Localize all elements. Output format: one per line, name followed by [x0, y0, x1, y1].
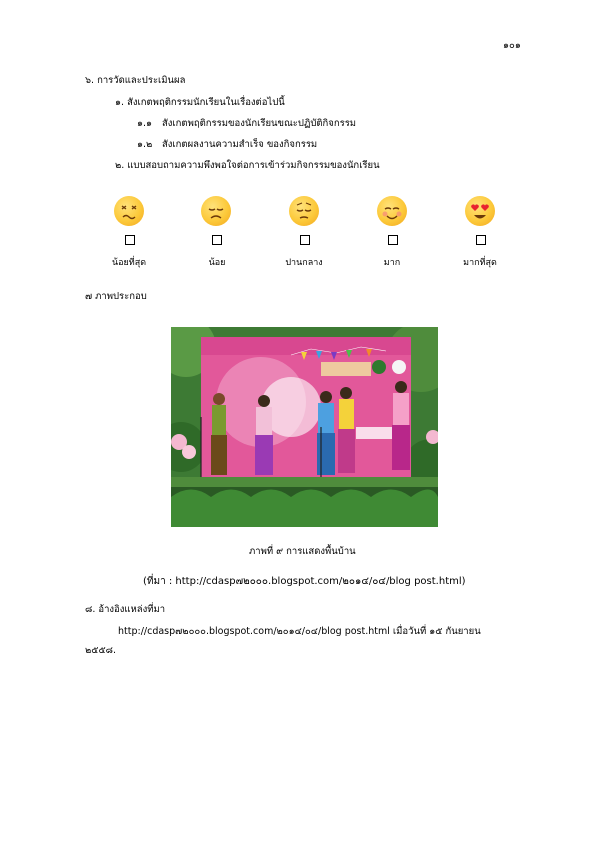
- pensive-face-icon: [289, 196, 319, 226]
- figure-caption: ภาพที่ ๙ การแสดงพื้นบ้าน: [249, 546, 356, 557]
- item-2: ๒. แบบสอบถามความพึงพอใจต่อการเข้าร่วมกิจกรรมของนักเรียน: [115, 160, 380, 171]
- references-title: ๘. อ้างอิงแหล่งที่มา: [85, 604, 166, 615]
- dizzy-face-icon: [114, 196, 144, 226]
- rating-checkbox-1[interactable]: [125, 235, 135, 245]
- disappointed-face-icon: [201, 196, 231, 226]
- rating-label-2: น้อย: [208, 258, 226, 268]
- rating-label-1: น้อยที่สุด: [111, 258, 147, 268]
- item-1-1-number: ๑.๑: [137, 118, 153, 129]
- reference-url: http://cdasp๗๒๐๐๐.blogspot.com/๒๐๑๔/๐๔/blog post.html เมื่อวันที่ ๑๕ กันยายน: [118, 626, 481, 637]
- rating-checkbox-5[interactable]: [476, 235, 486, 245]
- rating-label-3: ปานกลาง: [285, 258, 323, 268]
- rating-checkbox-2[interactable]: [212, 235, 222, 245]
- figures-title: ๗ ภาพประกอบ: [85, 291, 147, 302]
- item-1: ๑. สังเกตพฤติกรรมนักเรียนในเรื่องต่อไปนี้: [115, 97, 285, 108]
- folk-performance-photo: [171, 327, 438, 527]
- smiling-face-icon: [377, 196, 407, 226]
- measurement-title: ๖. การวัดและประเมินผล: [85, 75, 186, 86]
- heart-eyes-face-icon: [465, 196, 495, 226]
- figure-source: (ที่มา : http://cdasp๗๒๐๐๐.blogspot.com/๒๐๑๔/๐๔/blog post.html): [143, 576, 466, 587]
- item-1-2: สังเกตผลงานความสำเร็จ ของกิจกรรม: [162, 139, 318, 150]
- item-1-2-number: ๑.๒: [137, 139, 153, 150]
- rating-label-4: มาก: [383, 258, 401, 268]
- rating-label-5: มากที่สุด: [463, 258, 497, 268]
- page-number: ๑๐๑: [503, 40, 521, 51]
- rating-checkbox-4[interactable]: [388, 235, 398, 245]
- rating-checkbox-3[interactable]: [300, 235, 310, 245]
- item-1-1: สังเกตพฤติกรรมของนักเรียนขณะปฏิบัติกิจกรรม: [162, 118, 357, 129]
- reference-year: ๒๕๕๘.: [85, 645, 116, 656]
